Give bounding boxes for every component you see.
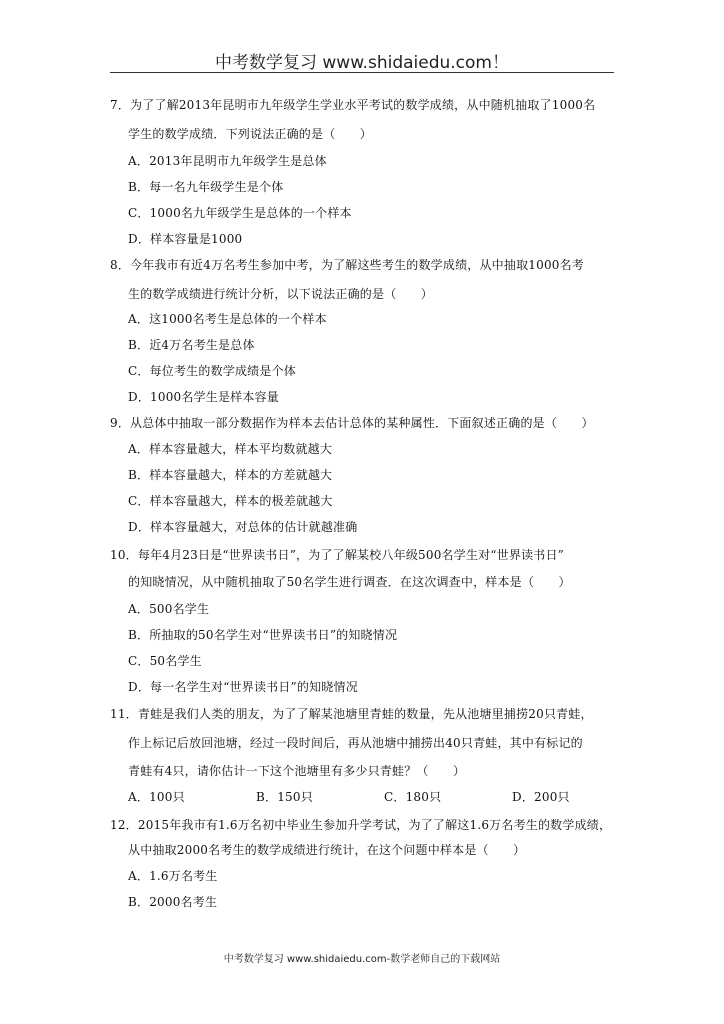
q7-option-b: B．每一名九年级学生是个体: [128, 180, 284, 194]
q9-option-d: D．样本容量越大，对总体的估计就越准确: [128, 520, 358, 534]
q8-option-c: C．每位考生的数学成绩是个体: [128, 364, 296, 378]
q12-stem-line-2: 从中抽取2000名考生的数学成绩进行统计，在这个问题中样本是（ ）: [128, 843, 526, 857]
q8-stem-line-2: 生的数学成绩进行统计分析，以下说法正确的是（ ）: [128, 287, 434, 301]
q9-stem-line-1: 9．从总体中抽取一部分数据作为样本去估计总体的某种属性．下面叙述正确的是（ ）: [110, 416, 594, 430]
q10-stem-line-1: 10．每年4月23日是“世界读书日”，为了了解某校八年级500名学生对“世界读书日”: [110, 548, 565, 562]
q8-option-b: B．近4万名考生是总体: [128, 338, 255, 352]
q11-stem-line-2: 作上标记后放回池塘，经过一段时间后，再从池塘中捕捞出40只青蛙，其中有标记的: [128, 736, 583, 750]
page-footer: 中考数学复习 www.shidaiedu.com-数学老师自己的下载网站: [223, 954, 501, 965]
q7-stem-line-2: 学生的数学成绩．下列说法正确的是（ ）: [128, 127, 373, 141]
q12-option-b: B．2000名考生: [128, 895, 218, 909]
q11-option-a: A．100只: [128, 790, 185, 804]
q7-option-a: A．2013年昆明市九年级学生是总体: [128, 154, 327, 168]
q11-option-d: D．200只: [512, 790, 570, 804]
q11-stem-line-1: 11．青蛙是我们人类的朋友，为了了解某池塘里青蛙的数量，先从池塘里捕捞20只青蛙，: [110, 707, 593, 721]
q9-option-b: B．样本容量越大，样本的方差就越大: [128, 468, 333, 482]
q9-option-c: C．样本容量越大，样本的极差就越大: [128, 494, 333, 508]
q10-option-d: D．每一名学生对“世界读书日”的知晓情况: [128, 680, 358, 694]
q7-option-c: C．1000名九年级学生是总体的一个样本: [128, 206, 352, 220]
q7-option-d: D．样本容量是1000: [128, 232, 243, 246]
page-header: 中考数学复习 www.shidaiedu.com！: [215, 53, 509, 73]
q11-options-row: [128, 788, 570, 805]
q11-stem-line-3: 青蛙有4只，请你估计一下这个池塘里有多少只青蛙？（ ）: [128, 764, 466, 778]
q8-option-d: D．1000名学生是样本容量: [128, 390, 279, 404]
q8-option-a: A．这1000名考生是总体的一个样本: [128, 312, 327, 326]
q12-stem-line-1: 12．2015年我市有1.6万名初中毕业生参加升学考试，为了了解这1.6万名考生的数学成绩，: [110, 818, 612, 832]
q8-stem-line-1: 8．今年我市有近4万名考生参加中考，为了解这些考生的数学成绩，从中抽取1000名考: [110, 258, 585, 272]
q9-option-a: A．样本容量越大，样本平均数就越大: [128, 442, 333, 456]
q12-option-a: A．1.6万名考生: [128, 869, 218, 883]
q7-stem-line-1: 7．为了了解2013年昆明市九年级学生学业水平考试的数学成绩，从中随机抽取了1000名: [110, 98, 596, 112]
q10-option-c: C．50名学生: [128, 654, 202, 668]
q10-option-b: B．所抽取的50名学生对“世界读书日”的知晓情况: [128, 628, 398, 642]
q11-option-b: B．150只: [256, 790, 313, 804]
header-divider: [110, 72, 614, 73]
q10-option-a: A．500名学生: [128, 602, 210, 616]
q10-stem-line-2: 的知晓情况，从中随机抽取了50名学生进行调查．在这次调查中，样本是（ ）: [128, 575, 571, 589]
q11-option-c: C．180只: [384, 790, 442, 804]
